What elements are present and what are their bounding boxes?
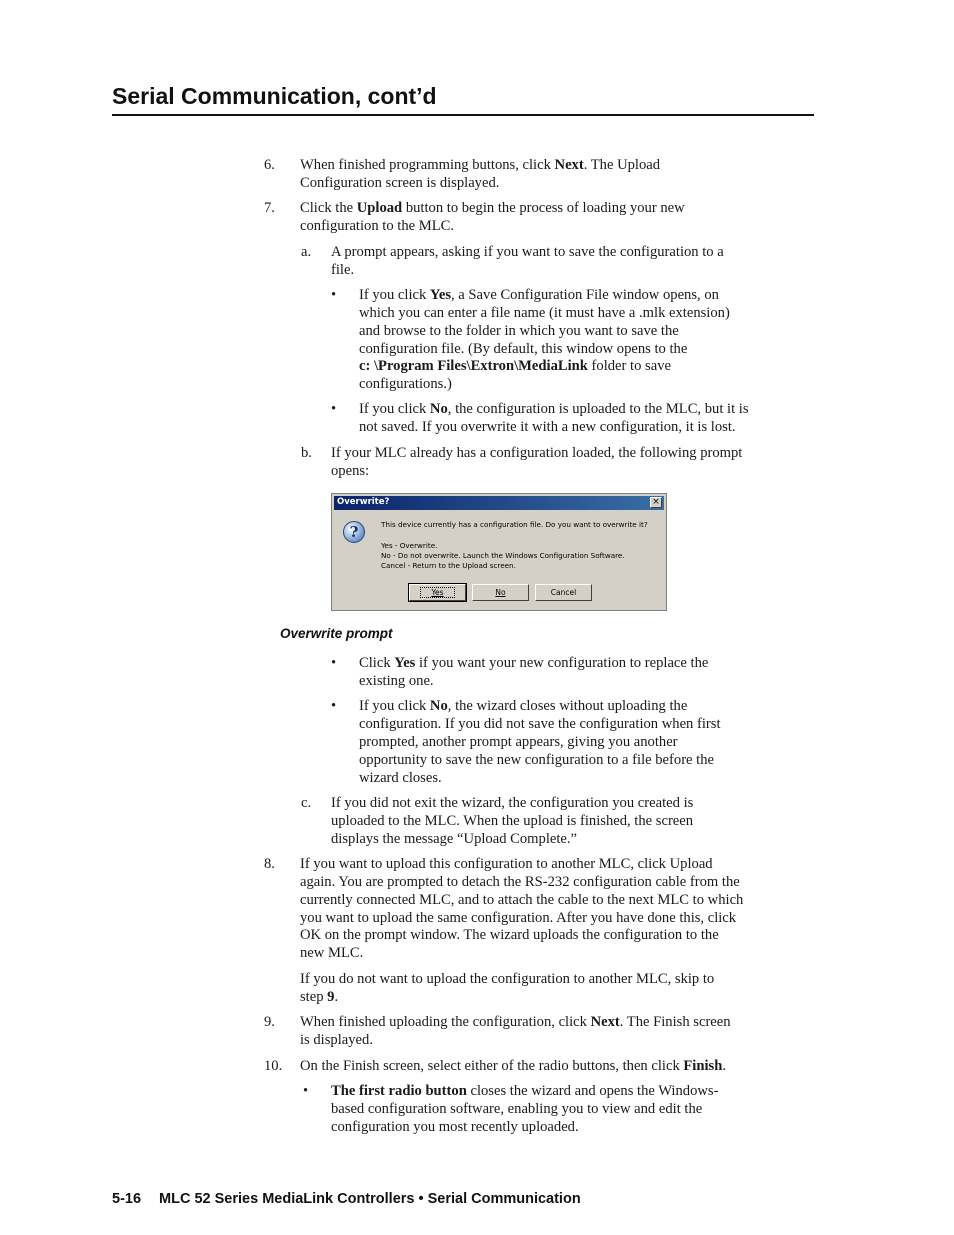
step-text-line — [300, 989, 338, 1007]
page-number: 5-16 — [112, 1191, 142, 1207]
bullet-text-line: not saved. If you overwrite it with a new configuration, it is lost. — [359, 419, 736, 435]
text-run: , the wizard closes without uploading the — [447, 698, 688, 714]
substep-letter: a. — [301, 244, 312, 260]
bullet-text-line: wizard closes. — [359, 770, 442, 786]
bold-term: No — [429, 698, 448, 714]
step-text-line: currently connected MLC, and to attach the cable to the next MLC to which — [300, 892, 744, 908]
step-text-line — [300, 1058, 726, 1076]
yes-button-label: Yes — [420, 587, 454, 598]
substep-letter: c. — [301, 795, 312, 811]
header-rule — [112, 114, 814, 116]
step-number: 7. — [264, 200, 275, 216]
step-text-line: OK on the prompt window. The wizard uploads the configuration to the — [300, 927, 719, 943]
bullet-text-line: configurations.) — [359, 376, 452, 392]
text-run: button to begin the process of loading your new — [402, 200, 685, 216]
close-icon[interactable]: × — [650, 497, 662, 508]
text-run: if you want your new configuration to replace the — [415, 655, 709, 671]
step-text-line: Configuration screen is displayed. — [300, 175, 500, 191]
bold-term: The first radio button — [331, 1083, 467, 1099]
bold-term: Yes — [394, 655, 416, 671]
bullet-text-line: and browse to the folder in which you want to save the — [359, 323, 679, 339]
step-number: 9. — [264, 1014, 275, 1030]
text-run: When finished programming buttons, click — [300, 157, 555, 173]
substep-text-line: opens: — [331, 463, 370, 479]
bullet-text-line: configuration file. (By default, this window opens to the — [359, 341, 688, 357]
bold-term: Upload — [356, 200, 403, 216]
text-run: . — [334, 989, 339, 1005]
bold-term: Next — [590, 1014, 620, 1030]
bullet-text-line — [359, 401, 749, 419]
text-run: If you click — [359, 698, 430, 714]
text-run: On the Finish screen, select either of the radio buttons, then click — [300, 1058, 684, 1074]
bold-term: Finish — [683, 1058, 723, 1074]
substep-text-line: displays the message “Upload Complete.” — [331, 831, 578, 847]
dialog-option-cancel: Cancel - Return to the Upload screen. — [381, 561, 516, 570]
text-run: . — [722, 1058, 726, 1074]
substep-text-line: A prompt appears, asking if you want to save the configuration to a — [331, 244, 724, 260]
step-text-line: If you want to upload this configuration to another MLC, click Upload — [300, 856, 713, 872]
bullet-text-line: opportunity to save the new configuration to a file before the — [359, 752, 715, 768]
text-run: If you click — [359, 401, 430, 417]
step-number: 6. — [264, 157, 275, 173]
figure-caption: Overwrite prompt — [280, 626, 393, 641]
folder-path: c: \Program Files\Extron\MediaLink — [359, 358, 588, 374]
step-text-line: If you do not want to upload the configuration to another MLC, skip to — [300, 971, 715, 987]
dialog-option-yes: Yes - Overwrite. — [381, 541, 438, 550]
text-run: , a Save Configuration File window opens, on — [451, 287, 719, 303]
substep-text-line: uploaded to the MLC. When the upload is finished, the screen — [331, 813, 694, 829]
step-number: 10. — [264, 1058, 283, 1074]
bold-term: Yes — [429, 287, 451, 303]
bullet-text-line: configuration you most recently uploaded. — [331, 1119, 579, 1135]
step-text-line: is displayed. — [300, 1032, 373, 1048]
bullet-text-line: existing one. — [359, 673, 434, 689]
bullet-text-line: based configuration software, enabling you to view and edit the — [331, 1101, 703, 1117]
text-run: If you click — [359, 287, 430, 303]
text-run: Click the — [300, 200, 357, 216]
dialog-option-no: No - Do not overwrite. Launch the Windows Configuration Software. — [381, 551, 625, 560]
step-text-line: configuration to the MLC. — [300, 218, 455, 234]
text-run: . The Upload — [583, 157, 661, 173]
text-run: folder to save — [587, 358, 671, 374]
step-text-line: you want to upload the same configuration. After you have done this, click — [300, 910, 737, 926]
text-run: , the configuration is uploaded to the MLC, but it is — [447, 401, 749, 417]
bullet-text-line — [359, 655, 708, 673]
page-title: Serial Communication, cont’d — [112, 83, 437, 109]
text-run: step — [300, 989, 328, 1005]
bullet-mark: • — [331, 655, 337, 671]
dialog-title: Overwrite? — [337, 497, 390, 507]
bold-term: 9 — [327, 989, 335, 1005]
substep-letter: b. — [301, 445, 312, 461]
substep-text-line: If you did not exit the wizard, the configuration you created is — [331, 795, 694, 811]
step-text-line — [300, 200, 685, 218]
no-button-label: No — [495, 588, 506, 597]
text-run: Click — [359, 655, 395, 671]
bullet-text-line: configuration. If you did not save the configuration when first — [359, 716, 721, 732]
page-footer — [112, 1191, 581, 1207]
bullet-text-line — [359, 358, 671, 376]
substep-text-line: file. — [331, 262, 355, 278]
yes-button[interactable] — [409, 584, 466, 601]
step-text-line: again. You are prompted to detach the RS-232 configuration cable from the — [300, 874, 740, 890]
bullet-mark: • — [331, 401, 337, 417]
substep-text-line: If your MLC already has a configuration loaded, the following prompt — [331, 445, 743, 461]
bullet-text-line — [359, 287, 719, 305]
bullet-text-line: which you can enter a file name (it must have a .mlk extension) — [359, 305, 730, 321]
bullet-text-line: prompted, another prompt appears, giving you another — [359, 734, 678, 750]
text-run: When finished uploading the configuration, click — [300, 1014, 591, 1030]
step-text-line — [300, 157, 660, 175]
step-text-line — [300, 1014, 731, 1032]
question-icon: ? — [343, 521, 365, 543]
no-button[interactable] — [472, 584, 529, 601]
bullet-text-line — [331, 1083, 718, 1101]
dialog-message: This device currently has a configuration file. Do you want to overwrite it? — [381, 520, 648, 529]
footer-text: MLC 52 Series MediaLink Controllers • Serial Communication — [159, 1191, 581, 1207]
text-run: closes the wizard and opens the Windows- — [466, 1083, 719, 1099]
cancel-button[interactable]: Cancel — [535, 584, 592, 601]
bullet-mark: • — [331, 287, 337, 303]
overwrite-dialog — [331, 493, 667, 611]
step-text-line: new MLC. — [300, 945, 364, 961]
dialog-titlebar — [334, 496, 664, 510]
bullet-mark: • — [331, 698, 337, 714]
bullet-text-line — [359, 698, 687, 716]
text-run: . The Finish screen — [619, 1014, 731, 1030]
bold-term: No — [429, 401, 448, 417]
bold-term: Next — [554, 157, 584, 173]
step-number: 8. — [264, 856, 275, 872]
bullet-mark: • — [303, 1083, 309, 1099]
